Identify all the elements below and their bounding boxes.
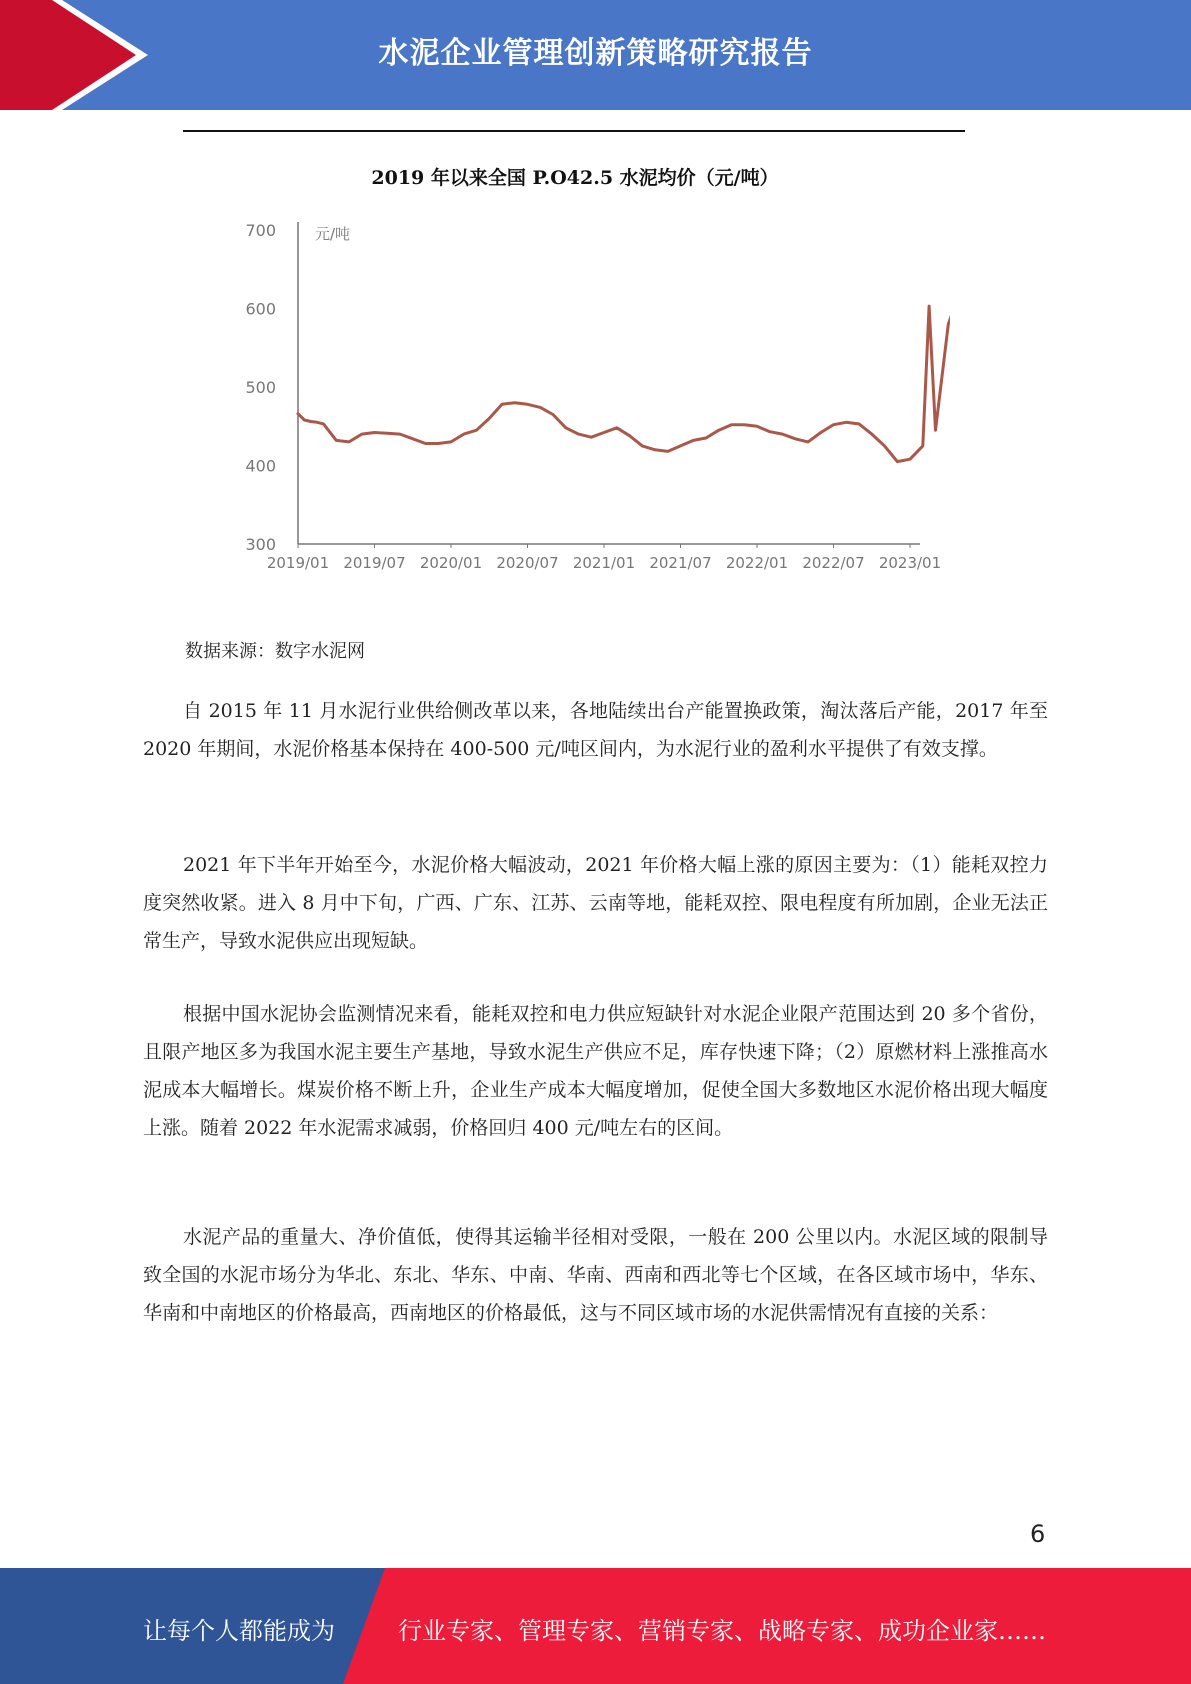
footer-slogan-right: 行业专家、管理专家、营销专家、战略专家、成功企业家…… xyxy=(398,1617,1046,1645)
chart-y-tick-label: 700 xyxy=(245,221,276,240)
chart-x-tick-label: 2022/01 xyxy=(725,554,789,572)
chart-y-tick-label: 300 xyxy=(245,535,276,554)
data-source: 数据来源：数字水泥网 xyxy=(185,641,365,662)
paragraph-2: 2021 年下半年开始至今，水泥价格大幅波动，2021 年价格大幅上涨的原因主要为：（1）能耗双控力度突然收紧。进入 8 月中下旬，广西、广东、江苏、云南等地，能耗双控、限电程度有所加剧，企业无法正常生产，导致水泥供应出现短缺。 xyxy=(143,854,1048,952)
paragraph-1: 自 2015 年 11 月水泥行业供给侧改革以来，各地陆续出台产能置换政策，淘汰落后产能，2017 年至 2020 年期间，水泥价格基本保持在 400-500 元/吨区间内，为水泥行业的盈利水平提供了有效支撑。 xyxy=(143,700,1048,760)
price-chart-svg xyxy=(230,155,950,585)
header-rule xyxy=(183,130,965,132)
chart-ylabel: 元/吨 xyxy=(315,225,351,243)
paragraph-3: 根据中国水泥协会监测情况来看，能耗双控和电力供应短缺针对水泥企业限产范围达到 20 多个省份，且限产地区多为我国水泥主要生产基地，导致水泥生产供应不足，库存快速下降；（2）原燃材料上涨推高水泥成本大幅增长。煤炭价格不断上升，企业生产成本大幅度增加，促使全国大多数地区水泥价格出现大幅度上涨。随着 2022 年水泥需求减弱，价格回归 400 元/吨左右的区间。 xyxy=(143,1003,1048,1139)
chart-y-tick-label: 400 xyxy=(245,456,276,476)
chart-x-tick-label: 2021/07 xyxy=(649,554,712,572)
chart-x-tick-label: 2021/01 xyxy=(572,554,636,572)
chart-y-tick-label: 600 xyxy=(245,299,276,319)
chart-x-tick-label: 2023/01 xyxy=(878,554,942,572)
chart-title: 2019 年以来全国 P.O42.5 水泥均价（元/吨） xyxy=(371,167,779,189)
page-footer xyxy=(0,1568,1191,1684)
paragraph-4: 水泥产品的重量大、净价值低，使得其运输半径相对受限，一般在 200 公里以内。水泥区域的限制导致全国的水泥市场分为华北、东北、华东、中南、华南、西南和西北等七个区域，在各区域市场中，华东、华南和中南地区的价格最高，西南地区的价格最低，这与不同区域市场的水泥供需情况有直接的关系： xyxy=(143,1226,1048,1324)
page-number: 6 xyxy=(1030,1520,1046,1548)
chart-x-tick-label: 2020/07 xyxy=(496,554,559,572)
chart-y-tick-label: 500 xyxy=(245,378,276,397)
chart-x-tick-label: 2020/01 xyxy=(419,554,483,572)
price-chart xyxy=(230,155,950,585)
chart-series-line xyxy=(298,289,950,462)
chart-x-tick-label: 2019/07 xyxy=(343,554,406,572)
page-header xyxy=(0,0,1191,110)
chart-x-tick-label: 2019/01 xyxy=(266,554,330,572)
chart-x-tick-label: 2022/07 xyxy=(802,554,865,572)
footer-slogan-left: 让每个人都能成为 xyxy=(143,1617,335,1645)
header-title: 水泥企业管理创新策略研究报告 xyxy=(378,36,813,71)
